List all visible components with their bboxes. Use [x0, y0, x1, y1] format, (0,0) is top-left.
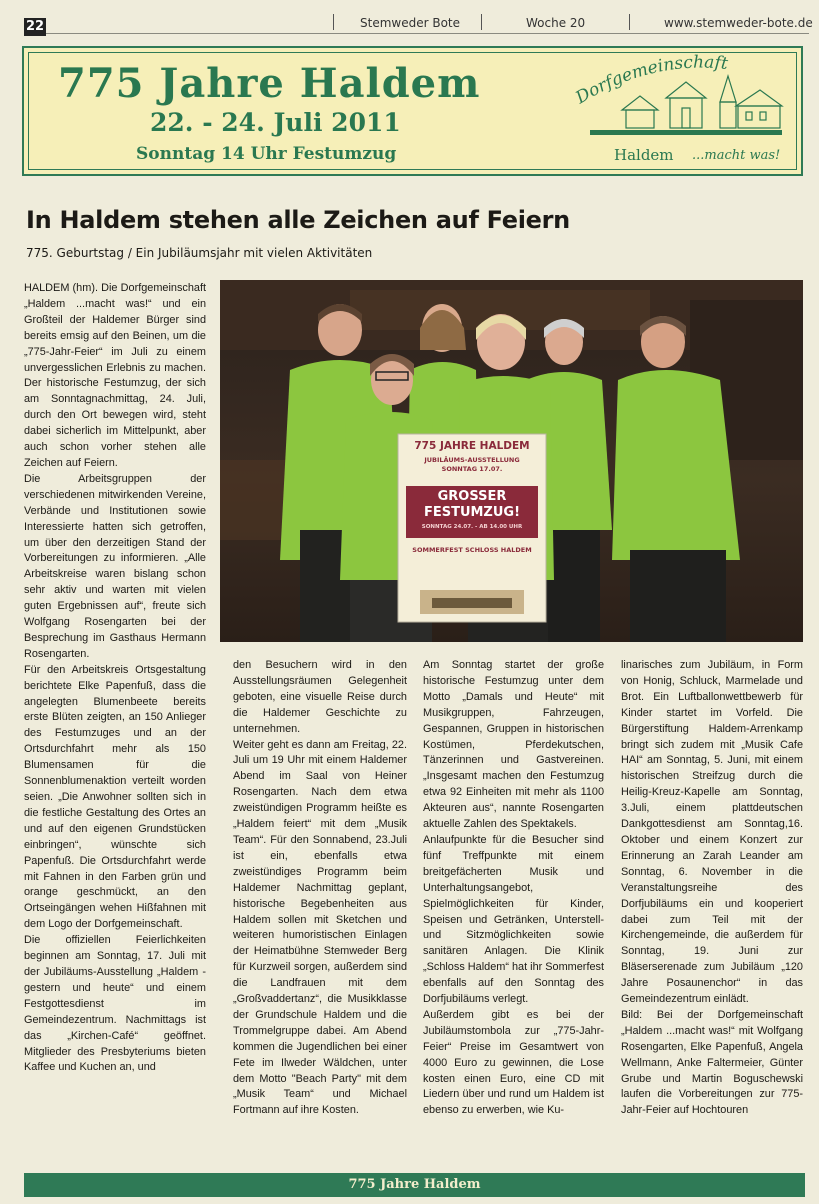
banner-title: 775 Jahre Haldem [58, 60, 481, 107]
banner-dates: 22. - 24. Juli 2011 [150, 108, 401, 137]
paragraph: Am Sonntag startet der große historische Festumzug unter dem Motto „Damals und Heute“ mit Musikgruppen, Fahrzeugen, Gespannen, Gruppen in historischen Kostümen, Pferdekutschen, Tänzerinnen und Gastvereinen. „Insgesamt machen den Festumzug etwa 92 Einheiten mit mehr als 1100 Akteuren aus“, nannte Rosengarten aktuelle Zahlen des Spektakels. [423, 659, 604, 831]
paragraph: Weiter geht es dann am Freitag, 22. Juli um 19 Uhr mit einem Haldemer Abend im Saal von Heiner Rosengarten. Nach dem etwa zweistündigen Programm heißte es „Haldem feiert“ mit dem „Musik Team“. Für den Sonnabend, 23.Juli ist ein, ebenfalls etwa zweistündiges Programm beim Haldemer Nachmittag geplant, historische Begebenheiten aus Haldem sollen mit Sketchen und weiteren humoristischen Einlagen der Heimatbühne Stemweder Berg für Kurzweil sorgen, außerdem sind die Landfrauen mit dem „Großvaddertanz“, die Musikklasse der Grundschule Haldem und die Trommelgruppe dabei. Am Abend kommen die Jugendlichen bei einer Fete im Ilweder Wäldchen, unter dem Motto "Beach Party" mit dem „Musik Team“ und Michael Fortmann auf ihre Kosten. [233, 738, 407, 1117]
paragraph: Die offiziellen Feierlichkeiten beginnen am Sonntag, 17. Juli mit der Jubiläums-Ausstellung „Haldem - gestern und heute“ und einem Festgottesdienst im Gemeindezentrum. Nachmittags ist das „Kirchen-Café“ geöffnet. Mitglieder des Presbyteriums bieten Kaffee und Kuchen an, und [24, 934, 206, 1074]
paragraph: den Besuchern wird in den Ausstellungsräumen Gelegenheit geboten, eine visuelle Reise durch die Haldemer Geschichte zu unternehmen. [233, 659, 407, 735]
article-headline: In Haldem stehen alle Zeichen auf Feiern [26, 206, 570, 234]
poster-line2: SONNTAG 17.07. [441, 465, 503, 473]
logo-slogan: ...macht was! [692, 148, 781, 163]
article-column-2 [233, 658, 407, 1158]
article-column-1 [24, 281, 206, 1161]
poster-banner-line1: GROSSER [437, 489, 507, 504]
poster-bottom: SOMMERFEST SCHLOSS HALDEM [412, 546, 532, 554]
publication-name: Stemweder Bote [360, 16, 461, 30]
week-label: Woche 20 [526, 16, 586, 30]
event-banner [22, 46, 803, 176]
paragraph: Außerdem gibt es bei der Jubiläumstombola zur „775-Jahr-Feier“ Preise im Gesamtwert von 4000 Euro zu gewinnen, die Lose kosten einen Euro, eine CD mit Liedern über und rund um Haldem ist ebenso zu erwerben, wie Ku- [423, 1008, 604, 1117]
paragraph: HALDEM (hm). Die Dorfgemeinschaft „Haldem ...macht was!“ und ein Großteil der Haldemer Bürger sind bereits emsig auf den Beinen, um die „775-Jahr-Feier“ im Juli zu einem unvergesslichen Erlebnis zu machen. Der historische Festumzug, der sich am Sonntagnachmittag, 24. Juli, durch den Ort bewegen wird, steht dabei sicherlich im Mittelpunkt, aber auch schon vorher stehen alle Zeichen auf Feiern. [24, 282, 206, 469]
dorfgemeinschaft-logo [570, 52, 788, 166]
running-header [24, 8, 813, 34]
paragraph: Bild: Bei der Dorfgemeinschaft „Haldem ...macht was!“ mit Wolfgang Rosengarten, Elke Papenfuß, Angela Wellmann, Anke Faltermeier, Günter Grube und Martin Boguschewski laufen die Vorbereitungen zur 775-Jahr-Feier auf Hochtouren [621, 1008, 803, 1117]
paragraph: Die Arbeitsgruppen der verschiedenen mitwirkenden Vereine, Verbände und Institutionen sowie Interessierte hatten sich getroffen, um über den derzeitigen Stand der Vorbereitungen zu informieren. „Alle Arbeitskreise waren bislang schon sehr aktiv und warten mit vielen guten Ergebnissen auf“, freute sich Wolfgang Rosengarten bei der Besprechung im Gasthaus Hermann Rosengarten. [24, 472, 206, 660]
logo-place: Haldem [614, 146, 674, 164]
website-link[interactable]: www.stemweder-bote.de [664, 16, 813, 30]
article-column-3 [423, 658, 604, 1158]
group-photo [220, 280, 803, 642]
poster-banner-date: SONNTAG 24.07. - AB 14.00 UHR [421, 524, 523, 530]
article-column-4 [621, 658, 803, 1158]
banner-subtitle: Sonntag 14 Uhr Festumzug [136, 144, 397, 164]
paragraph: linarisches zum Jubiläum, in Form von Honig, Schluck, Marmelade und Brot. Ein Luftballonwettbewerb für Kinder startet im Vorfeld. Die Bürgerstiftung Haldem-Arrenkamp bringt sich zudem mit „Musik Cafe HAI“ am Sonntag, 5. Juni, mit einem historischen Streifzug durch die Heilig-Kreuz-Kapelle am Sonntag, 3.Juli, einem plattdeutschen Dankgottesdienst am Sonntag,16. Oktober und einem Konzert zur Erinnerung an Zarah Leander am Sonntag, 6. November in die Veranstaltungsreihe des Dorfjubiläums ein und kooperiert dabei zum Teil mit der Kirchengemeinde, die außerdem für Sonntag, 19. Juni zur Bläserserenade zum Jubiläum „120 Jahre Posaunenchor“ in das Gemeindezentrum einlädt. [621, 659, 803, 1006]
header-divider [629, 14, 630, 30]
header-divider [333, 14, 334, 30]
logo-arc-text: Dorfgemeinschaft [572, 52, 729, 109]
article-subheadline: 775. Geburtstag / Ein Jubiläumsjahr mit vielen Aktivitäten [26, 246, 373, 260]
poster-title: 775 JAHRE HALDEM [414, 440, 530, 452]
paragraph: Anlaufpunkte für die Besucher sind fünf Treffpunkte mit einem breitgefächerten Musik und Unterhaltungsangebot, Spielmöglichkeiten für Kinder, Speisen und Getränken, Unterstell- und Sitzmöglichkeiten sowie sanitären Anlagen. Die Klinik „Schloss Haldem“ hat ihr Sommerfest ebenfalls auf den Sonntag des Dorfjubiläums verlegt. [423, 833, 604, 1006]
page-footer-band: 775 Jahre Haldem [24, 1173, 805, 1197]
poster-line1: JUBILÄUMS-AUSSTELLUNG [424, 456, 520, 464]
poster-banner-line2: FESTUMZUG! [423, 505, 521, 520]
paragraph: Für den Arbeitskreis Ortsgestaltung berichtete Elke Papenfuß, dass die angelegten Blumenbeete bereits erste Blüten zeigten, an 150 Anlieger des Festumzuges und an der Ortsdurchfahrt mehr als 150 Blumensamen für die Sonnenblumenaktion verteilt worden seien. „Die Anwohner sollten sich in die festliche Gestaltung des Ortes an und auf den eigenen Grundstücken einbringen“, wünschte sich Papenfuß. Die Ortsdurchfahrt werde mit Fahnen in den Farben grün und orange geschmückt, an den Ortseingängen wehen Hißfahnen mit dem Logo der Dorfgemeinschaft. [24, 663, 206, 931]
page-number: 22 [25, 19, 45, 34]
header-divider [481, 14, 482, 30]
